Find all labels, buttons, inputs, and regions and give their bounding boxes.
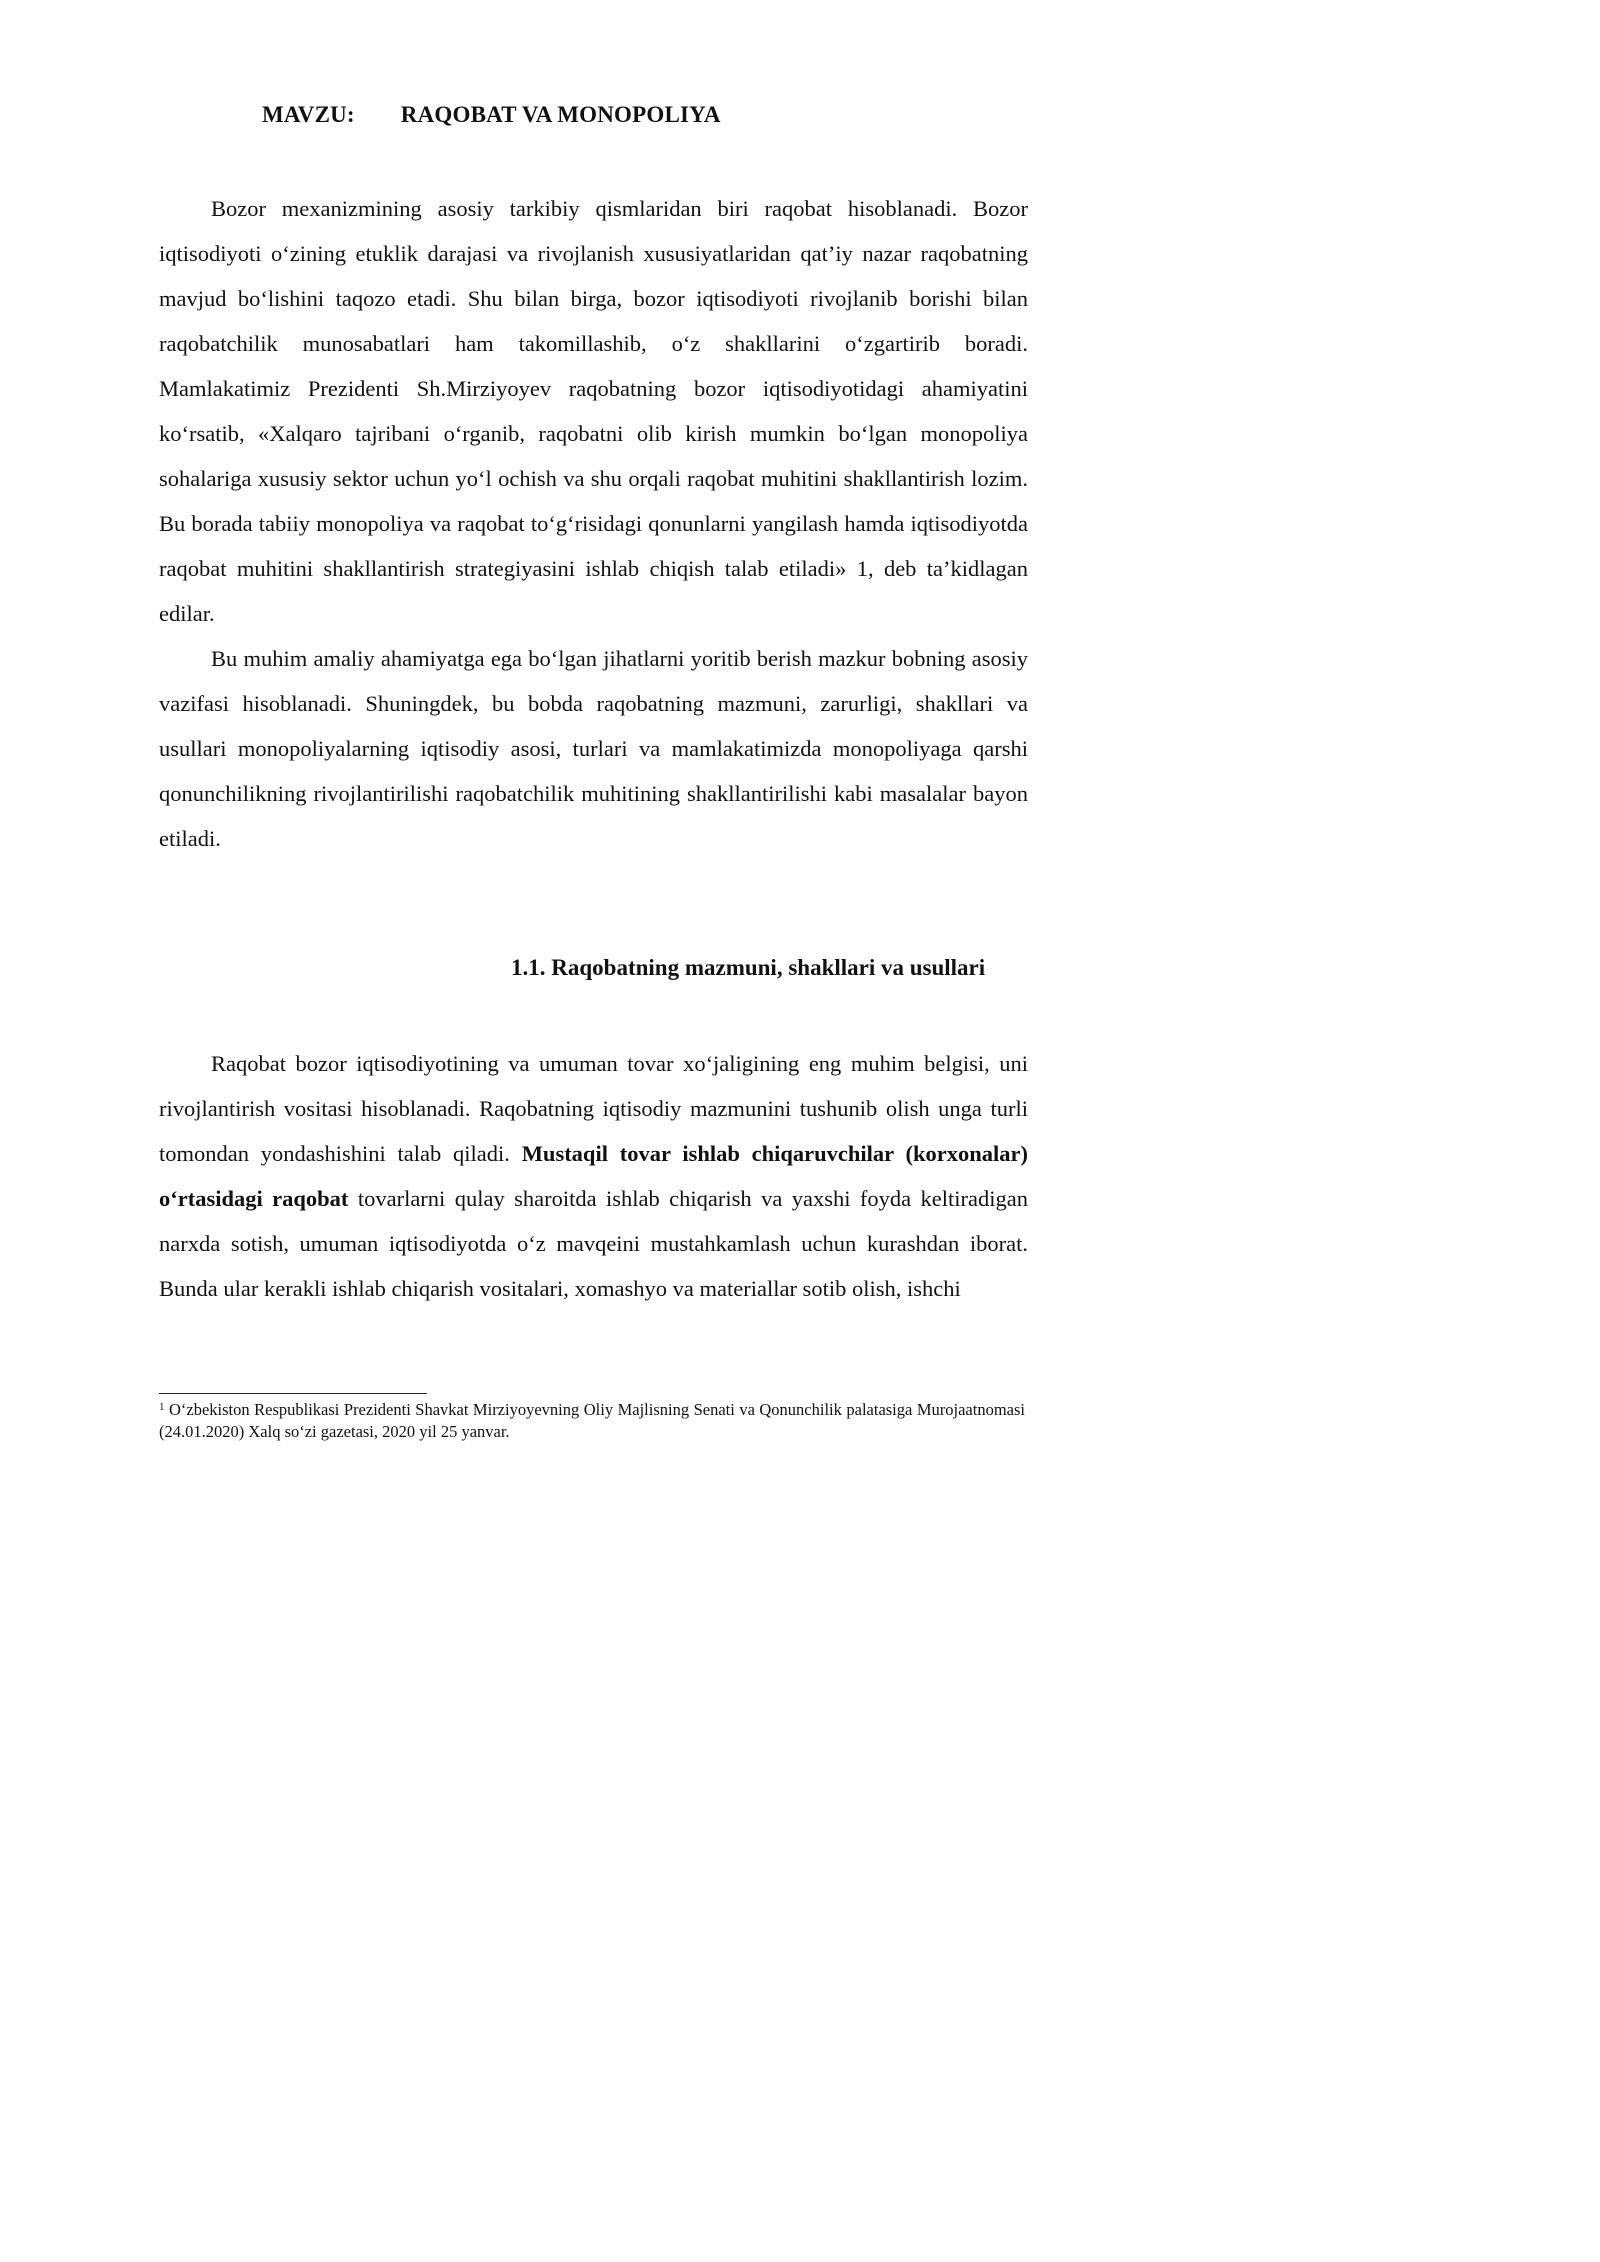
document-title xyxy=(262,102,721,128)
footnote-text: O‘zbekiston Respublikasi Prezidenti Shavkat Mirziyoyevning Oliy Majlisning Senati va Qonunchilik palatasiga Murojaatnomasi (24.01.2020) Xalq so‘zi gazetasi, 2020 yil 25 yanvar. xyxy=(159,1400,1025,1441)
section-paragraph-bold-term: Mustaqil tovar ishlab chiqaruvchilar (korxonalar) o‘rtasidagi raqobat xyxy=(159,1141,1028,1211)
section-body xyxy=(159,1041,1028,1311)
document-page xyxy=(0,0,1100,1556)
section-heading: 1.1. Raqobatning mazmuni, shakllari va usullari xyxy=(511,955,986,980)
intro-paragraph-1: Bozor mexanizmining asosiy tarkibiy qismlaridan biri raqobat hisoblanadi. Bozor iqtisodiyoti o‘zining etuklik darajasi va rivojlanish xususiyatlaridan qat’iy nazar raqobatning mavjud bo‘lishini taqozo etadi. Shu bilan birga, bozor iqtisodiyoti rivojlanib borishi bilan raqobatchilik munosabatlari ham takomillashib, o‘z shakllarini o‘zgartirib boradi. Mamlakatimiz Prezidenti Sh.Mirziyoyev raqobatning bozor iqtisodiyotidagi ahamiyatini ko‘rsatib, «Xalqaro tajribani o‘rganib, raqobatni olib kirish mumkin bo‘lgan monopoliya sohalariga xususiy sektor uchun yo‘l ochish va shu orqali raqobat muhitini shakllantirish lozim. Bu borada tabiiy monopoliya va raqobat to‘g‘risidagi qonunlarni yangilash hamda iqtisodiyotda raqobat muhitini shakllantirish strategiyasini ishlab chiqish talab etiladi» 1, deb ta’kidlagan edilar. xyxy=(159,196,1028,626)
footnote-marker: 1 xyxy=(159,1401,165,1413)
intro-paragraph-2: Bu muhim amaliy ahamiyatga ega bo‘lgan jihatlarni yoritib berish mazkur bobning asosiy vazifasi hisoblanadi. Shuningdek, bu bobda raqobatning mazmuni, zarurligi, shakllari va usullari monopoliyalarning iqtisodiy asosi, turlari va mamlakatimizda monopoliyaga qarshi qonunchilikning rivojlantirilishi raqobatchilik muhitining shakllantirilishi kabi masalalar bayon etiladi. xyxy=(159,646,1028,851)
section-paragraph-end: tovarlarni qulay sharoitda ishlab chiqarish va yaxshi foyda keltiradigan narxda sotish, umuman iqtisodiyotda o‘z mavqeini mustahkamlash uchun kurashdan iborat. Bunda ular kerakli ishlab chiqarish vositalari, xomashyo va materiallar sotib olish, ishchi xyxy=(159,1186,1029,1301)
intro-section xyxy=(159,186,1028,861)
title-label: MAVZU: xyxy=(262,102,355,127)
section-paragraph-1 xyxy=(159,1041,1028,1311)
footnote xyxy=(159,1399,1025,1443)
footnote-separator xyxy=(159,1393,427,1394)
title-text: RAQOBAT VA MONOPOLIYA xyxy=(400,102,721,127)
section-paragraph-start: Raqobat bozor iqtisodiyotining va umuman tovar xo‘jaligining eng muhim belgisi, uni rivojlantirish vositasi hisoblanadi. Raqobatning iqtisodiy mazmunini tushunib olish unga turli tomondan yondashishini talab qiladi. xyxy=(159,1051,1028,1166)
